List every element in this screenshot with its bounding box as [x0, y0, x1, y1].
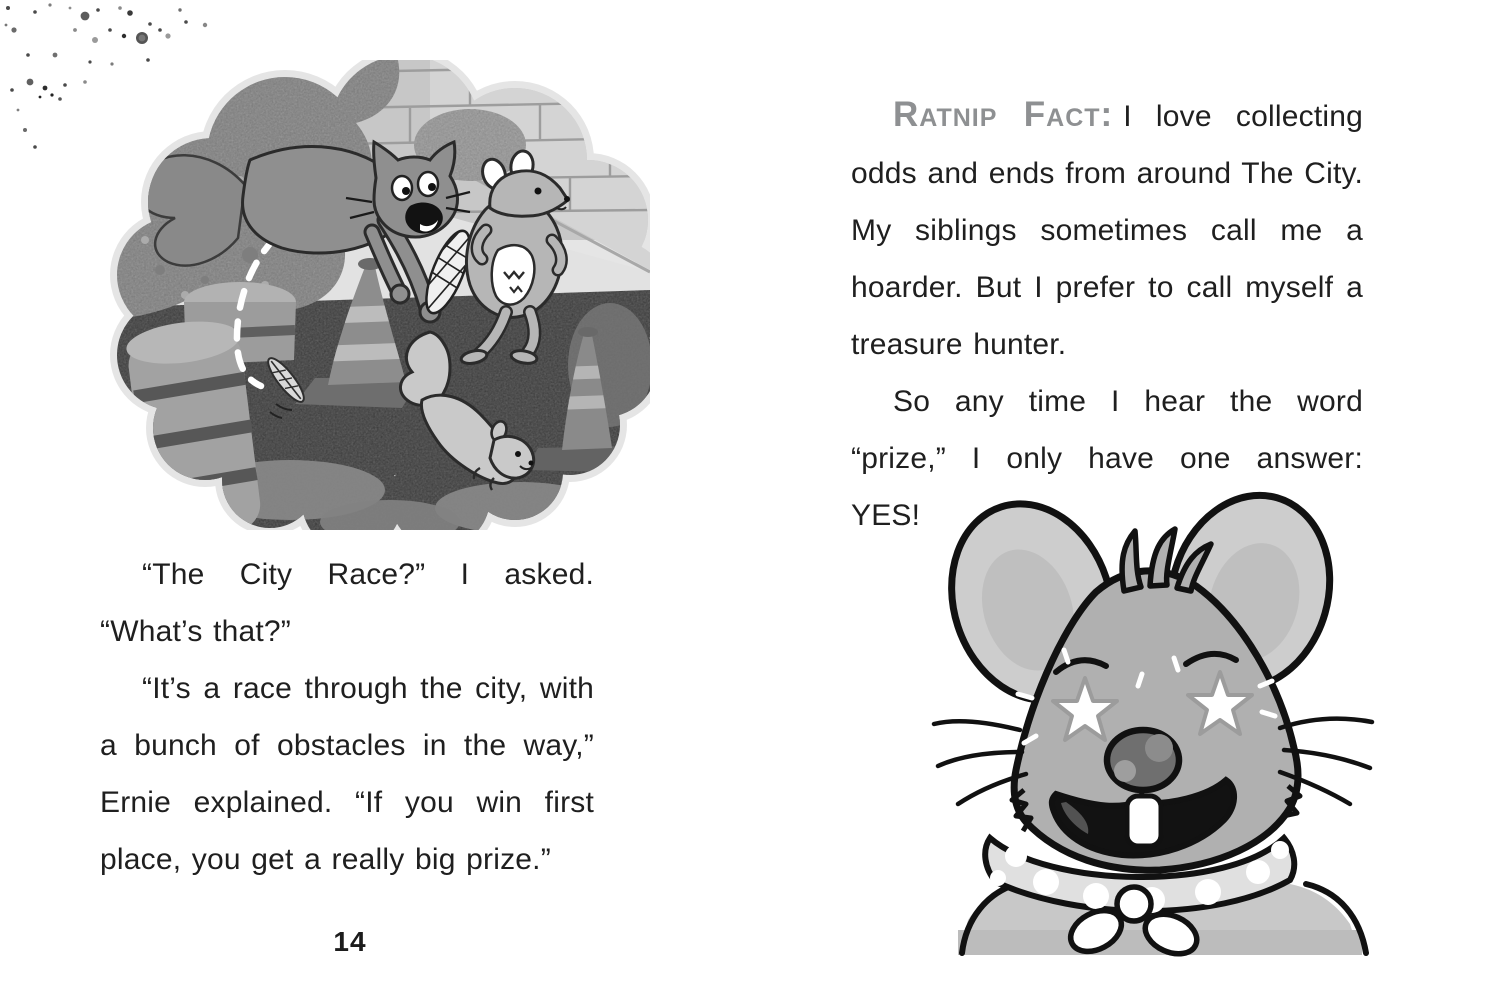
- tooth: [1127, 796, 1161, 846]
- squirrel-eye: [515, 451, 521, 457]
- right-page-text: [851, 86, 1363, 544]
- paragraph-city-race-question: “The City Race?” I asked. “What’s that?”: [100, 558, 594, 648]
- left-page-text: [100, 546, 594, 888]
- cat-eye: [402, 187, 410, 195]
- excited-rat-illustration: [928, 490, 1402, 960]
- page-number: 14: [333, 926, 367, 957]
- cat-eye: [428, 183, 436, 191]
- ratnip-fact-label: Ratnip Fact:: [893, 95, 1114, 134]
- paragraph-ernie-explains: “It’s a race through the city, with a bunch of obstacles in the way,” Ernie explained. “If you win first place, you get a really big prize.”: [100, 672, 594, 876]
- thought-bubble-illustration: [90, 60, 650, 530]
- paragraph-prize-yes: So any time I hear the word “prize,” I only have one answer: YES!: [851, 385, 1363, 532]
- ratnip-fact-body: I love collecting odds and ends from around The City. My siblings sometimes call me a hoarder. But I prefer to call myself a treasure hunter.: [851, 100, 1363, 361]
- ratnip-fact-paragraph: [851, 86, 1363, 373]
- bandana-knot: [1117, 887, 1151, 921]
- street-scene: [90, 60, 650, 530]
- rat-eye: [535, 188, 542, 195]
